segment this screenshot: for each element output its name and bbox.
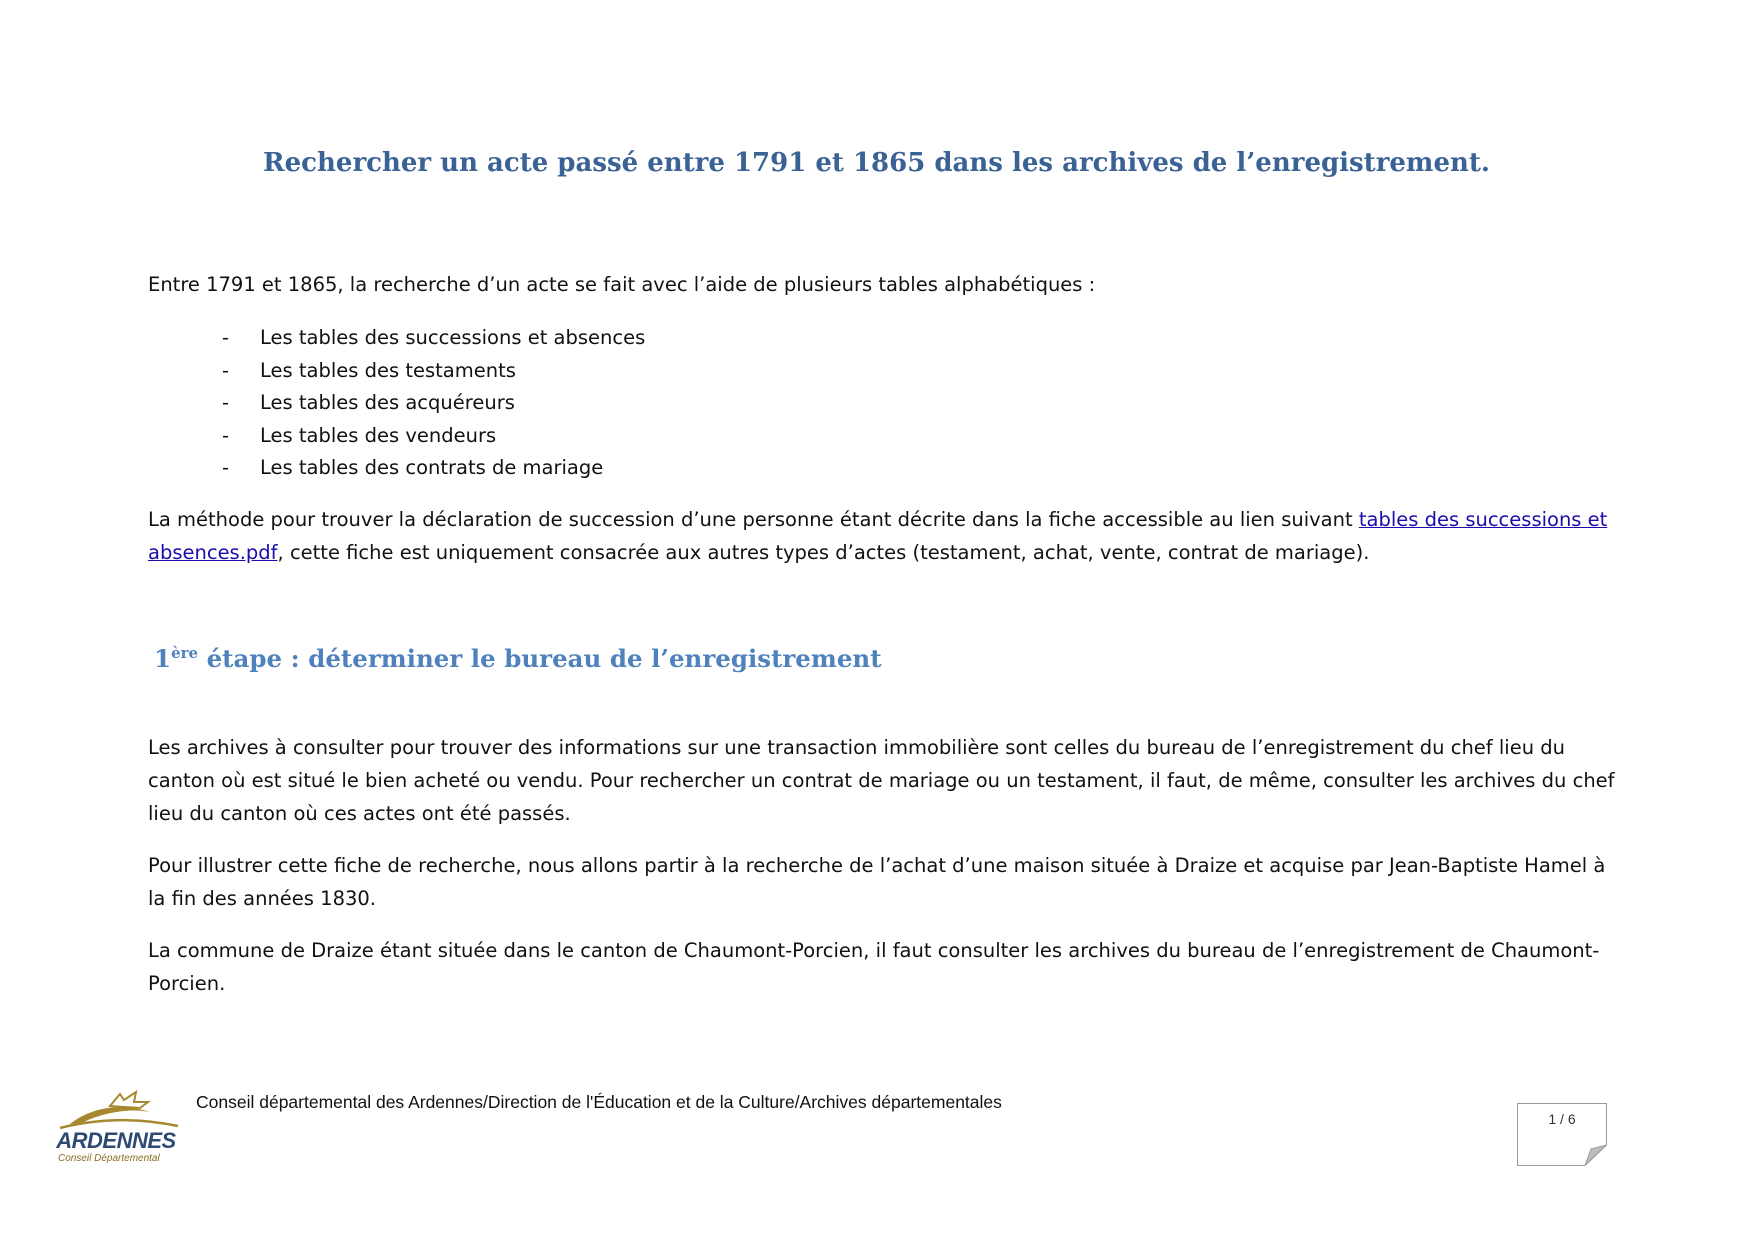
list-item: - Les tables des testaments <box>220 355 645 388</box>
page-number: 1 / 6 <box>1548 1111 1576 1127</box>
document-title: Rechercher un acte passé entre 1791 et 1865 dans les archives de l’enregistrement. <box>263 148 1490 178</box>
paragraph-archives: Les archives à consulter pour trouver des informations sur une transaction immobilière sont celles du bureau de l’enregistrement du chef lieu du canton où est situé le bien acheté ou vendu. Pour rechercher un contrat de mariage ou un testament, il faut, de même, consulter les archives du chef lieu du canton où ces actes ont été passés. <box>148 736 1615 825</box>
paragraph-draize: La commune de Draize étant située dans le canton de Chaumont-Porcien, il faut consulter les archives du bureau de l’enregistrement de Chaumont-Porcien. <box>148 939 1600 995</box>
list-marker: - <box>222 391 230 414</box>
ardennes-logo <box>50 1088 182 1168</box>
list-item: - Les tables des acquéreurs <box>220 387 645 420</box>
list-marker: - <box>222 326 230 349</box>
intro-paragraph: Entre 1791 et 1865, la recherche d’un acte se fait avec l’aide de plusieurs tables alphabétiques : <box>148 273 1096 296</box>
list-marker: - <box>222 456 230 479</box>
footer-organization: Conseil départemental des Ardennes/Direction de l'Éducation et de la Culture/Archives départementales <box>196 1092 1002 1112</box>
step-1-heading: 1ère étape : déterminer le bureau de l’enregistrement <box>154 644 882 673</box>
logo-wordmark: ARDENNES <box>56 1128 176 1153</box>
list-marker: - <box>222 358 230 382</box>
page-indicator <box>1517 1103 1607 1166</box>
method-paragraph: La méthode pour trouver la déclaration de succession d’une personne étant décrite dans la fiche accessible au lien suivant tables des successions et absences.pdf, cette fiche est uniquement consacrée aux autres types d’actes (testament, achat, vente, contrat de mariage). <box>148 508 1608 564</box>
tables-list <box>220 322 645 485</box>
list-marker: - <box>222 423 230 447</box>
logo-emblem-icon <box>50 1088 182 1132</box>
paragraph-example: Pour illustrer cette fiche de recherche, nous allons partir à la recherche de l’achat d’une maison située à Draize et acquise par Jean-Baptiste Hamel à la fin des années 1830. <box>148 854 1606 910</box>
list-item: - Les tables des contrats de mariage <box>220 452 645 485</box>
list-item: - Les tables des vendeurs <box>220 420 645 453</box>
successions-pdf-link[interactable]: tables des successions et absences.pdf <box>148 508 1608 564</box>
logo-subtitle: Conseil Départemental <box>58 1153 160 1164</box>
list-item: - Les tables des successions et absences <box>220 322 645 355</box>
